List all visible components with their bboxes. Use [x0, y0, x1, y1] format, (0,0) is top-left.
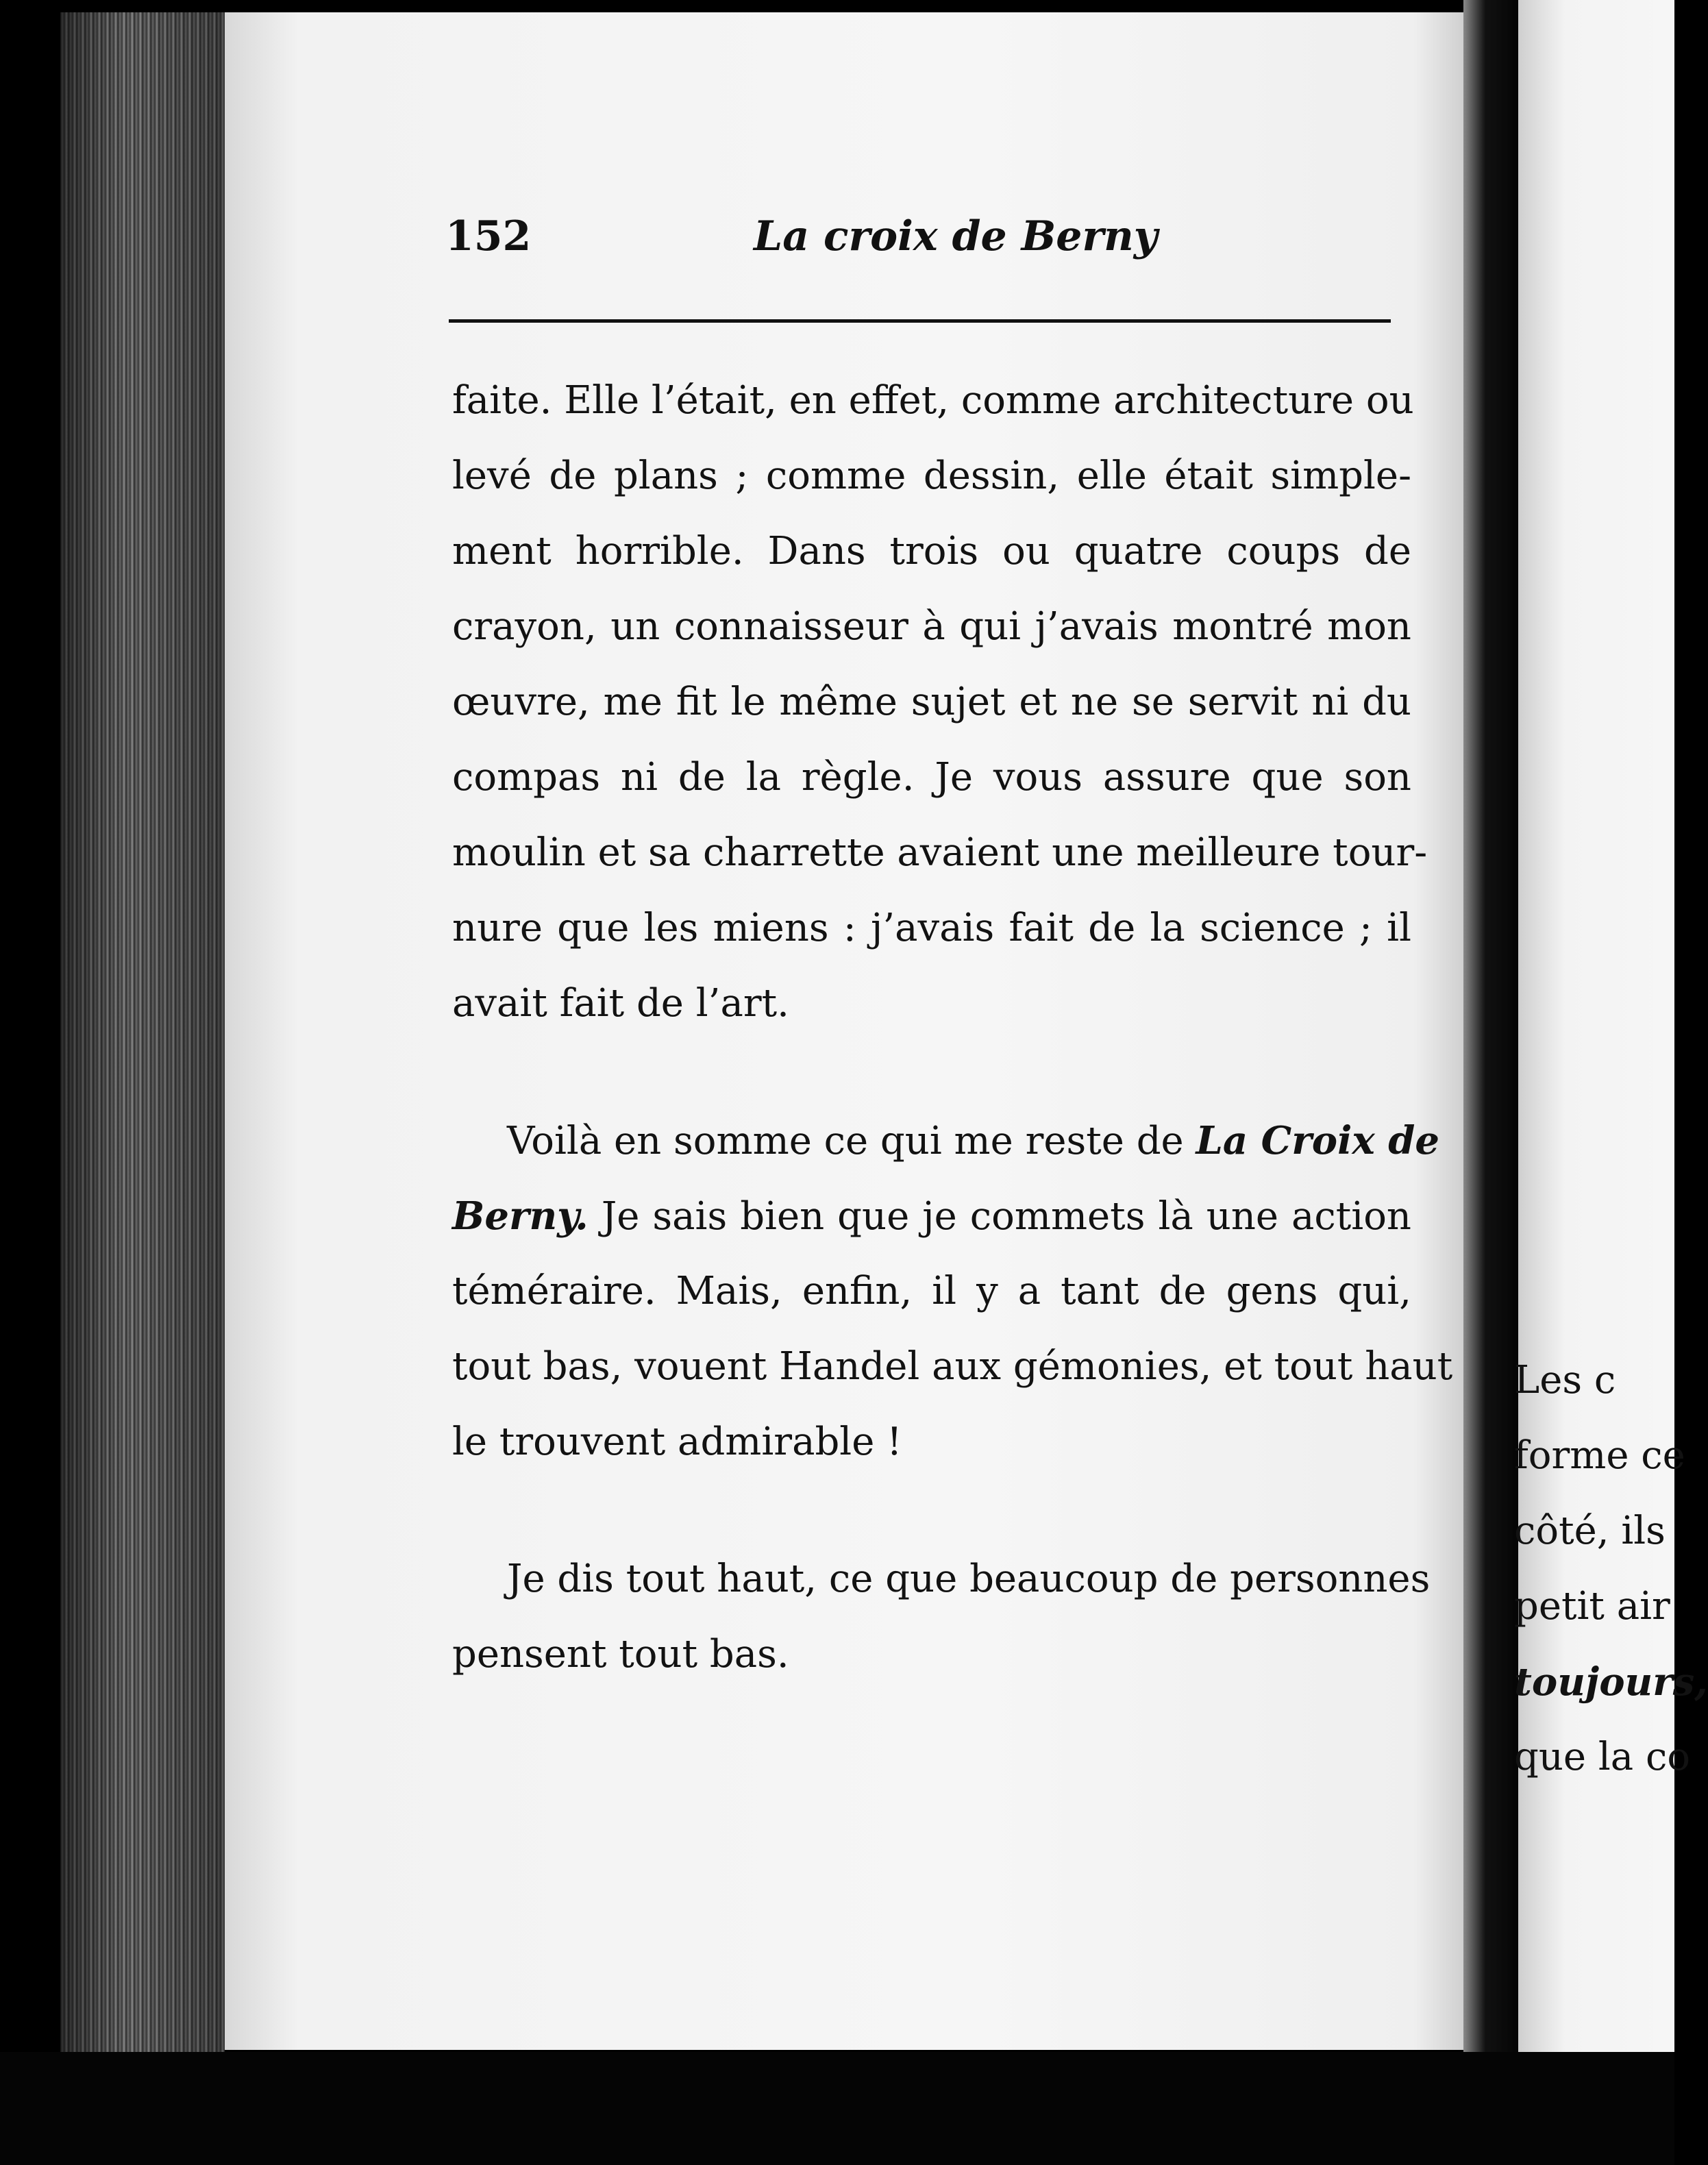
running-title: La croix de Berny — [754, 212, 1158, 260]
italic-word: toujours, — [1514, 1659, 1708, 1705]
text-line: Les c — [1514, 1358, 1616, 1402]
italic-title: La Croix de — [1196, 1118, 1440, 1163]
text-line: crayon, un connaisseur à qui j’avais montré mon — [452, 604, 1411, 649]
text-line: tout bas, vouent Handel aux gémonies, et tout haut — [452, 1344, 1453, 1389]
text-run: Voilà en somme ce qui me reste de — [507, 1119, 1184, 1163]
text-line: côté, ils — [1514, 1509, 1666, 1553]
text-line: téméraire. Mais, enfin, il y a tant de gens qui, — [452, 1269, 1411, 1313]
text-run: Je sais bien que je commets là une action — [601, 1194, 1411, 1239]
book-gutter — [1463, 0, 1518, 2165]
text-line: moulin et sa charrette avaient une meilleure tour- — [452, 830, 1428, 875]
paragraph-gap — [452, 1041, 1411, 1103]
text-line: le trouvent admirable ! — [452, 1420, 902, 1464]
text-line — [452, 1103, 1440, 1178]
text-line: que la co — [1514, 1735, 1691, 1779]
next-page-text — [1514, 1343, 1708, 1795]
text-line: Je dis tout haut, ce que beaucoup de personnes — [507, 1557, 1431, 1601]
text-line: ment horrible. Dans trois ou quatre coups de — [452, 529, 1411, 573]
header-rule — [449, 319, 1391, 323]
fore-edge-shadow — [60, 12, 225, 2081]
italic-title: Berny. — [452, 1193, 589, 1239]
text-line: œuvre, me fit le même sujet et ne se servit ni du — [452, 680, 1411, 724]
text-line: levé de plans ; comme dessin, elle était simple- — [452, 454, 1411, 498]
text-line — [452, 1178, 1411, 1254]
text-line: nure que les miens : j’avais fait de la science ; il — [452, 906, 1411, 950]
text-line: faite. Elle l’était, en effet, comme architecture ou — [452, 378, 1414, 423]
text-line — [1514, 1644, 1708, 1720]
text-line: petit air — [1514, 1584, 1670, 1629]
paragraph-gap — [452, 1480, 1411, 1542]
page-text — [452, 363, 1453, 1692]
text-line: forme ce — [1514, 1433, 1685, 1478]
text-line: pensent tout bas. — [452, 1632, 789, 1677]
running-head — [445, 212, 1398, 274]
scan-bottom-border — [0, 2052, 1674, 2165]
text-line: avait fait de l’art. — [452, 981, 789, 1026]
text-line: compas ni de la règle. Je vous assure que son — [452, 755, 1411, 800]
page-number: 152 — [445, 212, 532, 260]
